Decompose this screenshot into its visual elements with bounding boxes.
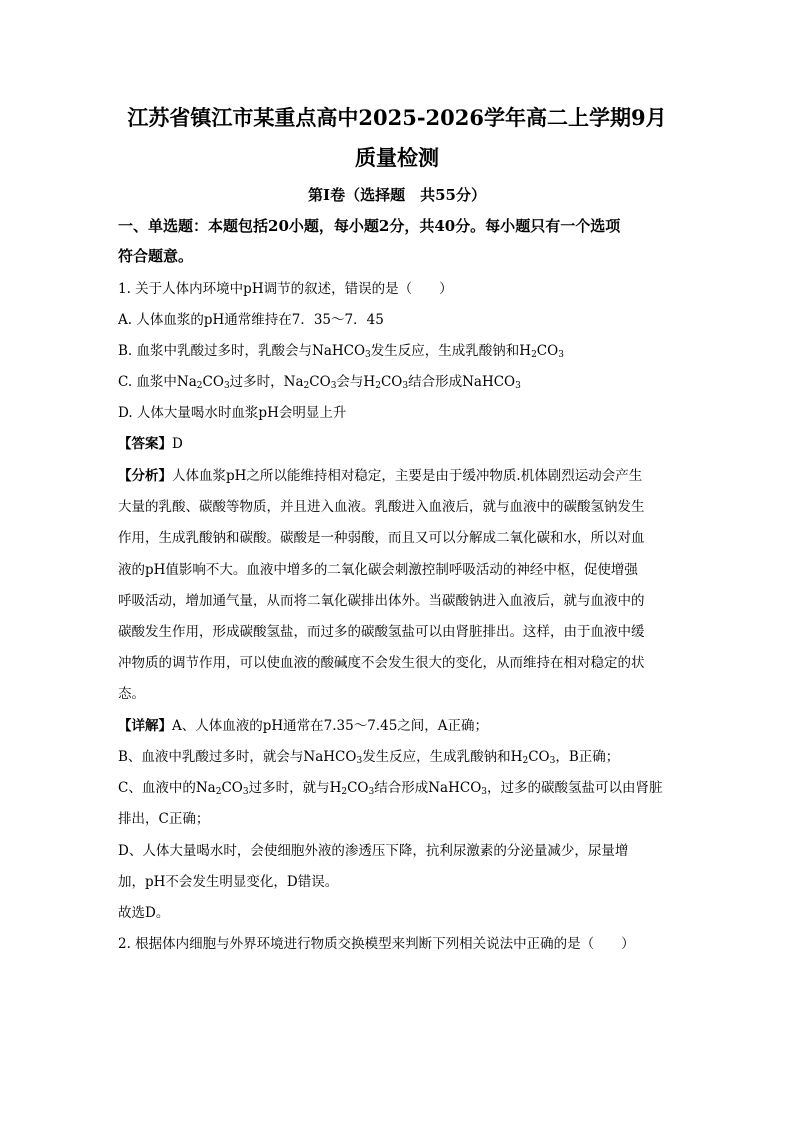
analysis-line-6: 碳酸发生作用，形成碳酸氢盐，而过多的碳酸氢盐可以由肾脏排出。这样，由于血液中缓 xyxy=(118,624,645,640)
analysis-line-7: 冲物质的调节作用，可以使血液的酸碱度不会发生很大的变化，从而维持在相对稳定的状 xyxy=(118,655,645,671)
detail-line-d2: 加，pH不会发生明显变化，D错误。 xyxy=(118,874,339,890)
analysis-line-2: 大量的乳酸、碳酸等物质，并且进入血液。乳酸进入血液后，就与血液中的碳酸氢钠发生 xyxy=(118,499,645,515)
question-1-stem: 1. 关于人体内环境中pH调节的叙述，错误的是（ ） xyxy=(118,281,453,297)
document-title-line1: 江苏省镇江市某重点高中2025-2026学年高二上学期9月 xyxy=(127,105,667,130)
section-heading-line2: 符合题意。 xyxy=(118,247,194,265)
analysis-line-3: 作用，生成乳酸钠和碳酸。碳酸是一种弱酸，而且又可以分解成二氧化碳和水，所以对血 xyxy=(118,530,645,546)
question-1-option-b: B. 血浆中乳酸过多时，乳酸会与NaHCO$_3$发生反应，生成乳酸钠和$H_2CO_3$ xyxy=(118,343,564,360)
conclusion-line: 故选D。 xyxy=(118,905,170,921)
detail-label: 【详解】 xyxy=(118,718,172,734)
detail-line-c2: 排出，C正确； xyxy=(118,811,210,827)
question-1-option-a: A. 人体血浆的pH通常维持在7．35～7．45 xyxy=(118,312,384,328)
section-heading-line1: 一、单选题：本题包括20小题，每小题2分，共40分。每小题只有一个选项 xyxy=(118,217,621,235)
document-title-line2: 质量检测 xyxy=(355,145,439,170)
detail-line-d1: D、人体大量喝水时，会使细胞外液的渗透压下降，抗利尿激素的分泌量减少，尿量增 xyxy=(118,843,629,859)
question-1-option-d: D. 人体大量喝水时血浆pH会明显上升 xyxy=(118,405,347,421)
analysis-line-1: 【分析】人体血浆pH之所以能维持相对稳定，主要是由于缓冲物质.机体剧烈运动会产生 xyxy=(118,468,643,484)
analysis-line-5: 呼吸活动，增加通气量，从而将二氧化碳排出体外。当碳酸钠进入血液后，就与血液中的 xyxy=(118,593,645,609)
analysis-line-4: 液的pH值影响不大。血液中增多的二氧化碳会刺激控制呼吸活动的神经中枢，促使增强 xyxy=(118,562,638,578)
analysis-line-8: 态。 xyxy=(118,686,145,702)
answer-label: 【答案】 xyxy=(118,436,172,452)
detail-line-a: 【详解】A、人体血液的pH通常在7.35～7.45之间，A正确； xyxy=(118,718,489,734)
question-1-option-c: C. 血浆中$Na_2CO_3$过多时，$Na_2CO_3$会与$H_2CO_3$结合形成NaHCO$_3$ xyxy=(118,374,521,391)
answer-line xyxy=(118,433,678,455)
detail-line-c1: C、血液中的$Na_2CO_3$过多时，就与$H_2CO_3$结合形成NaHCO$_3$，过多的碳酸氢盐可以由肾脏 xyxy=(118,780,663,797)
analysis-label: 【分析】 xyxy=(118,468,172,484)
answer-value: D xyxy=(172,436,183,452)
part-heading: 第Ⅰ卷（选择题 共55分） xyxy=(308,186,486,204)
question-2-stem: 2. 根据体内细胞与外界环境进行物质交换模型来判断下列相关说法中正确的是（ ） xyxy=(118,936,635,952)
detail-line-b: B、血液中乳酸过多时，就会与NaHCO$_3$发生反应，生成乳酸钠和$H_2CO_3$，B正确； xyxy=(118,749,620,766)
